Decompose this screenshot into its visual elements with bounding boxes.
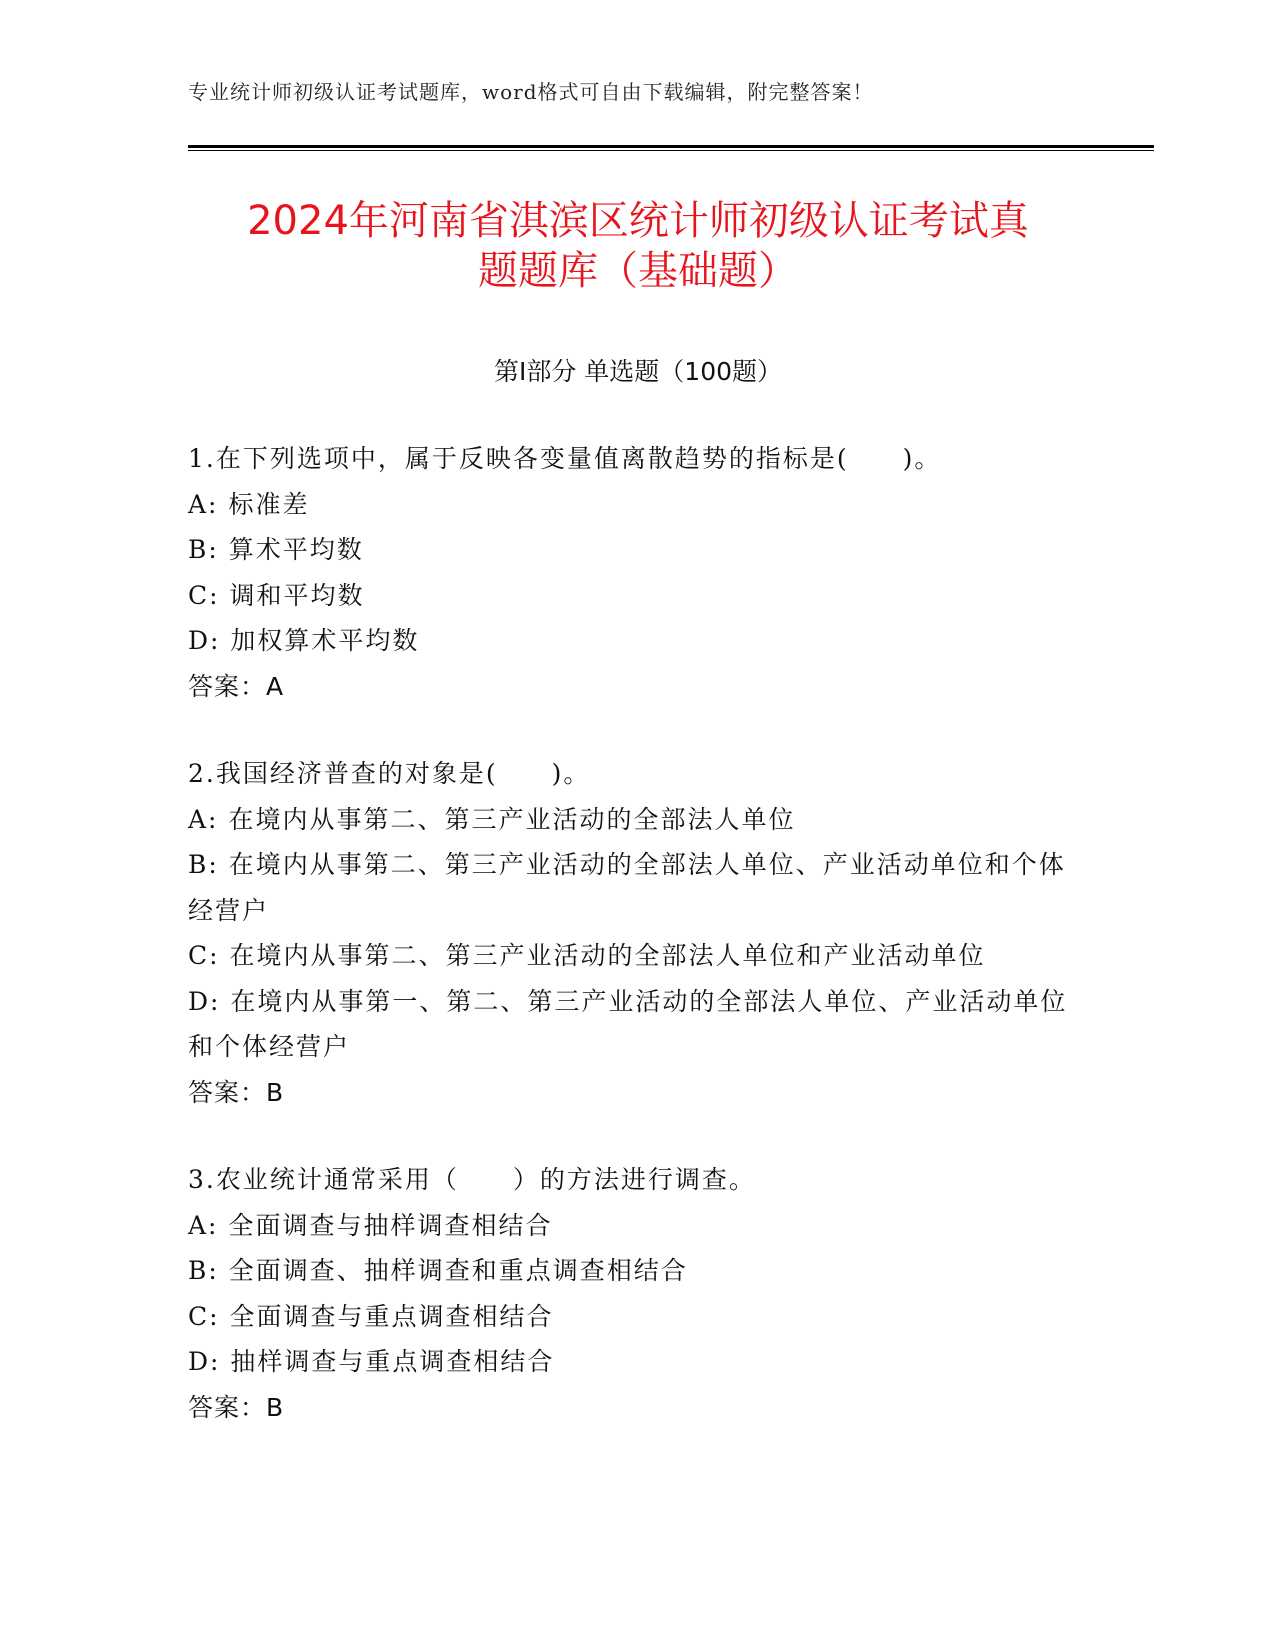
option-text: 标准差 [228,489,310,519]
option-label: C: [188,941,220,970]
option-text: 算术平均数 [228,535,364,564]
option-text: 在境内从事第二、第三产业活动的全部法人单位和产业活动单位 [229,941,986,970]
option-d [188,1339,1078,1385]
option-text: 加权算术平均数 [230,626,420,655]
option-b [188,527,1078,573]
section-title: 第Ⅰ部分 单选题（100题） [493,357,783,386]
option-a [188,1203,1078,1249]
option-a [188,797,1078,843]
question-stem: 3.农业统计通常采用（ ）的方法进行调查。 [188,1165,756,1194]
option-text: 抽样调查与重点调查相结合 [230,1347,555,1376]
option-text: 在境内从事第二、第三产业活动的全部法人单位 [228,804,796,834]
option-c [188,1294,1078,1340]
option-label: B: [188,1256,219,1285]
option-text: 在境内从事第一、第二、第三产业活动的全部法人单位、产业活动单位和个体经营户 [188,986,1068,1061]
option-d [188,618,1078,664]
question-2 [188,751,1078,1115]
option-text: 全面调查、抽样调查和重点调查相结合 [228,1256,688,1285]
question-list [188,436,1078,1472]
option-label: B: [188,535,219,564]
option-label: A: [188,489,219,519]
option-label: C: [188,580,220,610]
question-3 [188,1157,1078,1430]
document-title-line-2: 题题库（基础题） [478,248,798,294]
answer: 答案：A [188,671,285,701]
option-c [188,933,1078,979]
question-1 [188,436,1078,709]
header-divider [188,145,1154,151]
option-label: D: [188,626,221,655]
answer: 答案：B [188,1077,285,1107]
option-d [188,979,1078,1070]
option-b [188,1248,1078,1294]
option-label: C: [188,1301,220,1331]
answer: 答案：B [188,1392,285,1422]
option-label: A: [188,1210,219,1240]
option-text: 在境内从事第二、第三产业活动的全部法人单位、产业活动单位和个体经营户 [188,850,1066,925]
option-label: B: [188,850,219,879]
option-a [188,482,1078,528]
option-c [188,573,1078,619]
question-stem: 1.在下列选项中，属于反映各变量值离散趋势的指标是( )。 [188,444,942,473]
option-b [188,842,1078,933]
document-title-line-1: 2024年河南省淇滨区统计师初级认证考试真 [247,198,1029,244]
option-text: 调和平均数 [229,580,365,610]
option-text: 全面调查与重点调查相结合 [229,1301,554,1331]
header-note: 专业统计师初级认证考试题库，word格式可自由下载编辑，附完整答案！ [188,80,874,104]
document-title [188,196,1088,296]
option-label: A: [188,804,219,834]
option-label: D: [188,1347,221,1376]
option-text: 全面调查与抽样调查相结合 [228,1210,553,1240]
question-stem: 2.我国经济普查的对象是( )。 [188,759,591,788]
option-label: D: [188,986,221,1016]
